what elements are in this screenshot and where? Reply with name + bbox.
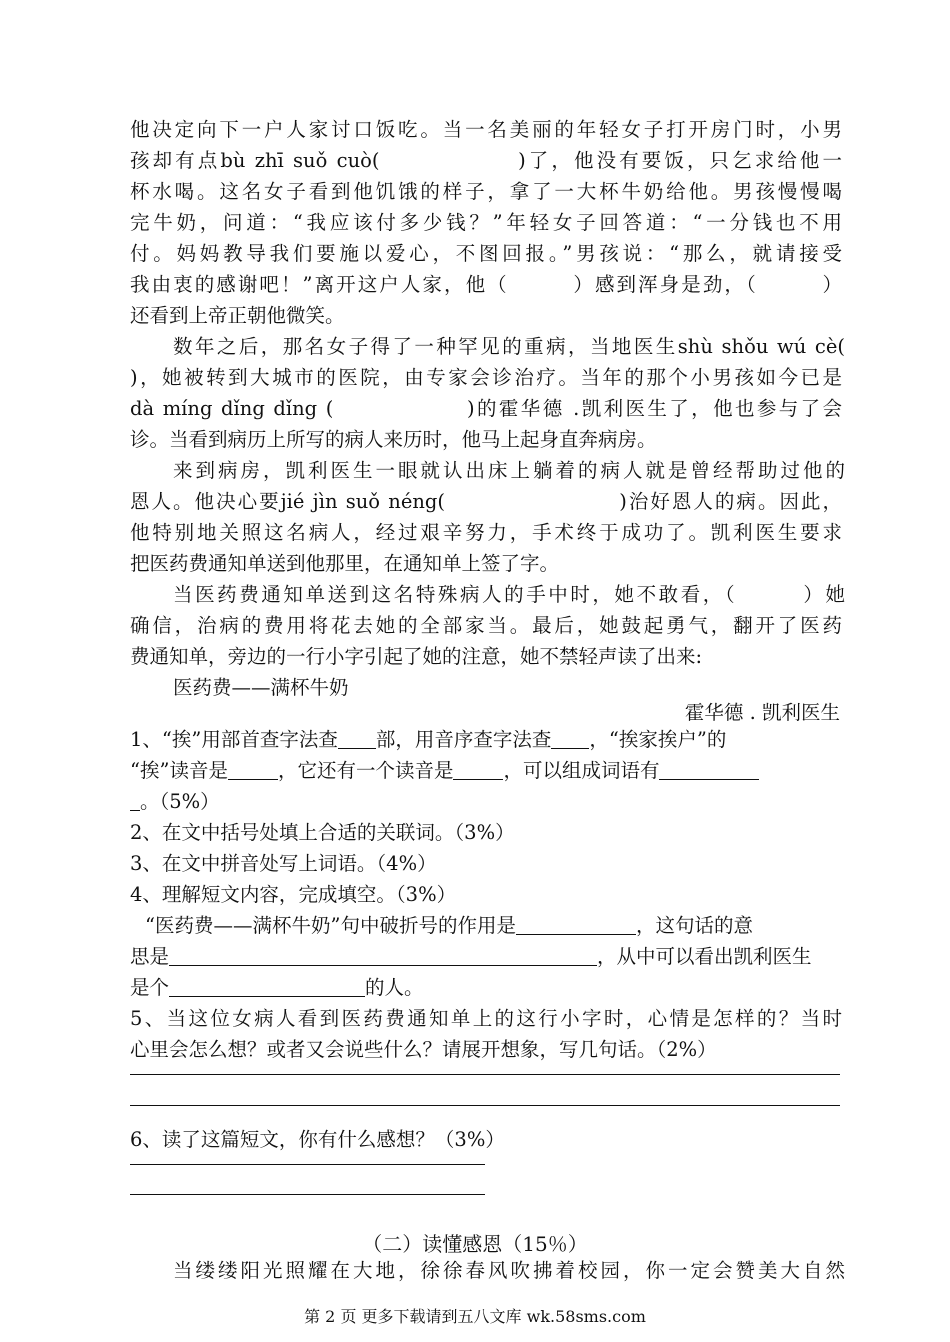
passage-line: 我由衷的感谢吧！”离开这户人家，他（ ）感到浑身是劲，（ ） — [130, 273, 842, 296]
next-paragraph-line: 当缕缕阳光照耀在大地，徐徐春风吹拂着校园，你一定会赞美大自然 — [173, 1259, 845, 1282]
passage-line: 当医药费通知单送到这名特殊病人的手中时，她不敢看，（ ）她 — [173, 583, 845, 606]
question-text: ，这句话的意 — [635, 914, 753, 937]
passage-line: 数年之后，那名女子得了一种罕见的重病，当地医生shù shǒu wú cè( — [173, 335, 845, 358]
answer-line[interactable] — [130, 1194, 485, 1195]
passage-line: 费通知单，旁边的一行小字引起了她的注意，她不禁轻声读了出来: — [130, 645, 703, 668]
question-1-line-2 — [130, 758, 850, 784]
question-text: 部，用音序查字法查 — [375, 728, 552, 751]
question-text: 1、“挨”用部首查字法查 — [130, 728, 338, 751]
passage-line: 他特别地关照这名病人，经过艰辛努力，手术终于成功了。凯利医生要求 — [130, 521, 842, 544]
question-text: 是个 — [130, 976, 170, 999]
answer-blank[interactable] — [338, 728, 376, 749]
question-text: 思是 — [130, 945, 170, 968]
question-text: “挨”读音是 — [130, 759, 228, 782]
passage-line: 确信，治病的费用将花去她的全部家当。最后，她鼓起勇气，翻开了医药 — [130, 614, 842, 637]
question-1-line-3 — [130, 789, 850, 815]
question-5-line-1: 5、当这位女病人看到医药费通知单上的这行小字时，心情是怎样的？当时 — [130, 1007, 842, 1030]
passage-line: 把医药费通知单送到他那里，在通知单上签了字。 — [130, 552, 560, 575]
section-heading: （二）读懂感恩（15％） — [362, 1232, 588, 1256]
question-text: 。（5%） — [140, 790, 220, 813]
passage-line: 医药费——满杯牛奶 — [173, 676, 349, 699]
answer-blank[interactable] — [130, 790, 140, 811]
question-text: “医药费——满杯牛奶”句中破折号的作用是 — [145, 914, 516, 937]
answer-line[interactable] — [130, 1074, 840, 1075]
answer-blank[interactable] — [516, 914, 636, 935]
question-4: 4、理解短文内容，完成填空。（3%） — [130, 883, 457, 906]
question-text: ，可以组成词语有 — [503, 759, 660, 782]
question-1-line-1 — [130, 727, 850, 753]
page-footer: 第 2 页 更多下载请到五八文库 wk.58sms.com — [304, 1307, 646, 1326]
passage-line: 还看到上帝正朝他微笑。 — [130, 304, 345, 327]
question-4-line-1 — [145, 913, 865, 939]
answer-blank[interactable] — [453, 759, 503, 780]
answer-line[interactable] — [130, 1164, 485, 1165]
passage-line: 付。妈妈教导我们要施以爱心，不图回报。”男孩说：“那么，就请接受 — [130, 242, 842, 265]
question-3: 3、在文中拼音处写上词语。（4%） — [130, 852, 437, 875]
answer-blank[interactable] — [551, 728, 589, 749]
passage-line: 完牛奶，问道：“我应该付多少钱？”年轻女子回答道：“一分钱也不用 — [130, 211, 842, 234]
question-5-line-2: 心里会怎么想？或者又会说些什么？请展开想象，写几句话。（2%） — [130, 1038, 717, 1061]
passage-line: 他决定向下一户人家讨口饭吃。当一名美丽的年轻女子打开房门时，小男 — [130, 118, 842, 141]
answer-blank[interactable] — [169, 976, 365, 997]
question-text: 的人。 — [365, 976, 424, 999]
passage-line: 杯水喝。这名女子看到他饥饿的样子，拿了一大杯牛奶给他。男孩慢慢喝 — [130, 180, 842, 203]
passage-line: 诊。当看到病历上所写的病人来历时，他马上起身直奔病房。 — [130, 428, 657, 451]
passage-line: )，她被转到大城市的医院，由专家会诊治疗。当年的那个小男孩如今已是 — [130, 366, 842, 389]
answer-blank[interactable] — [659, 759, 759, 780]
question-4-line-2 — [130, 944, 850, 970]
answer-blank[interactable] — [228, 759, 278, 780]
question-text: ，从中可以看出凯利医生 — [597, 945, 812, 968]
question-2: 2、在文中括号处填上合适的关联词。（3%） — [130, 821, 515, 844]
question-4-line-3 — [130, 975, 850, 1001]
question-text: ，“挨家挨户”的 — [589, 728, 727, 751]
answer-line[interactable] — [130, 1105, 840, 1106]
passage-line: 恩人。他决心要jié jìn suǒ néng( )治好恩人的病。因此， — [130, 490, 842, 513]
question-text: ，它还有一个读音是 — [277, 759, 454, 782]
answer-blank[interactable] — [169, 945, 597, 966]
passage-line: 来到病房，凯利医生一眼就认出床上躺着的病人就是曾经帮助过他的 — [173, 459, 845, 482]
passage-line: dà míng dǐng dǐng ( )的霍华德 .凯利医生了，他也参与了会 — [130, 397, 842, 420]
question-6: 6、读了这篇短文，你有什么感想？（3%） — [130, 1128, 505, 1151]
passage-line: 孩却有点bù zhī suǒ cuò( )了，他没有要饭，只乞求给他一 — [130, 149, 842, 172]
signature: 霍华德 . 凯利医生 — [684, 701, 840, 724]
